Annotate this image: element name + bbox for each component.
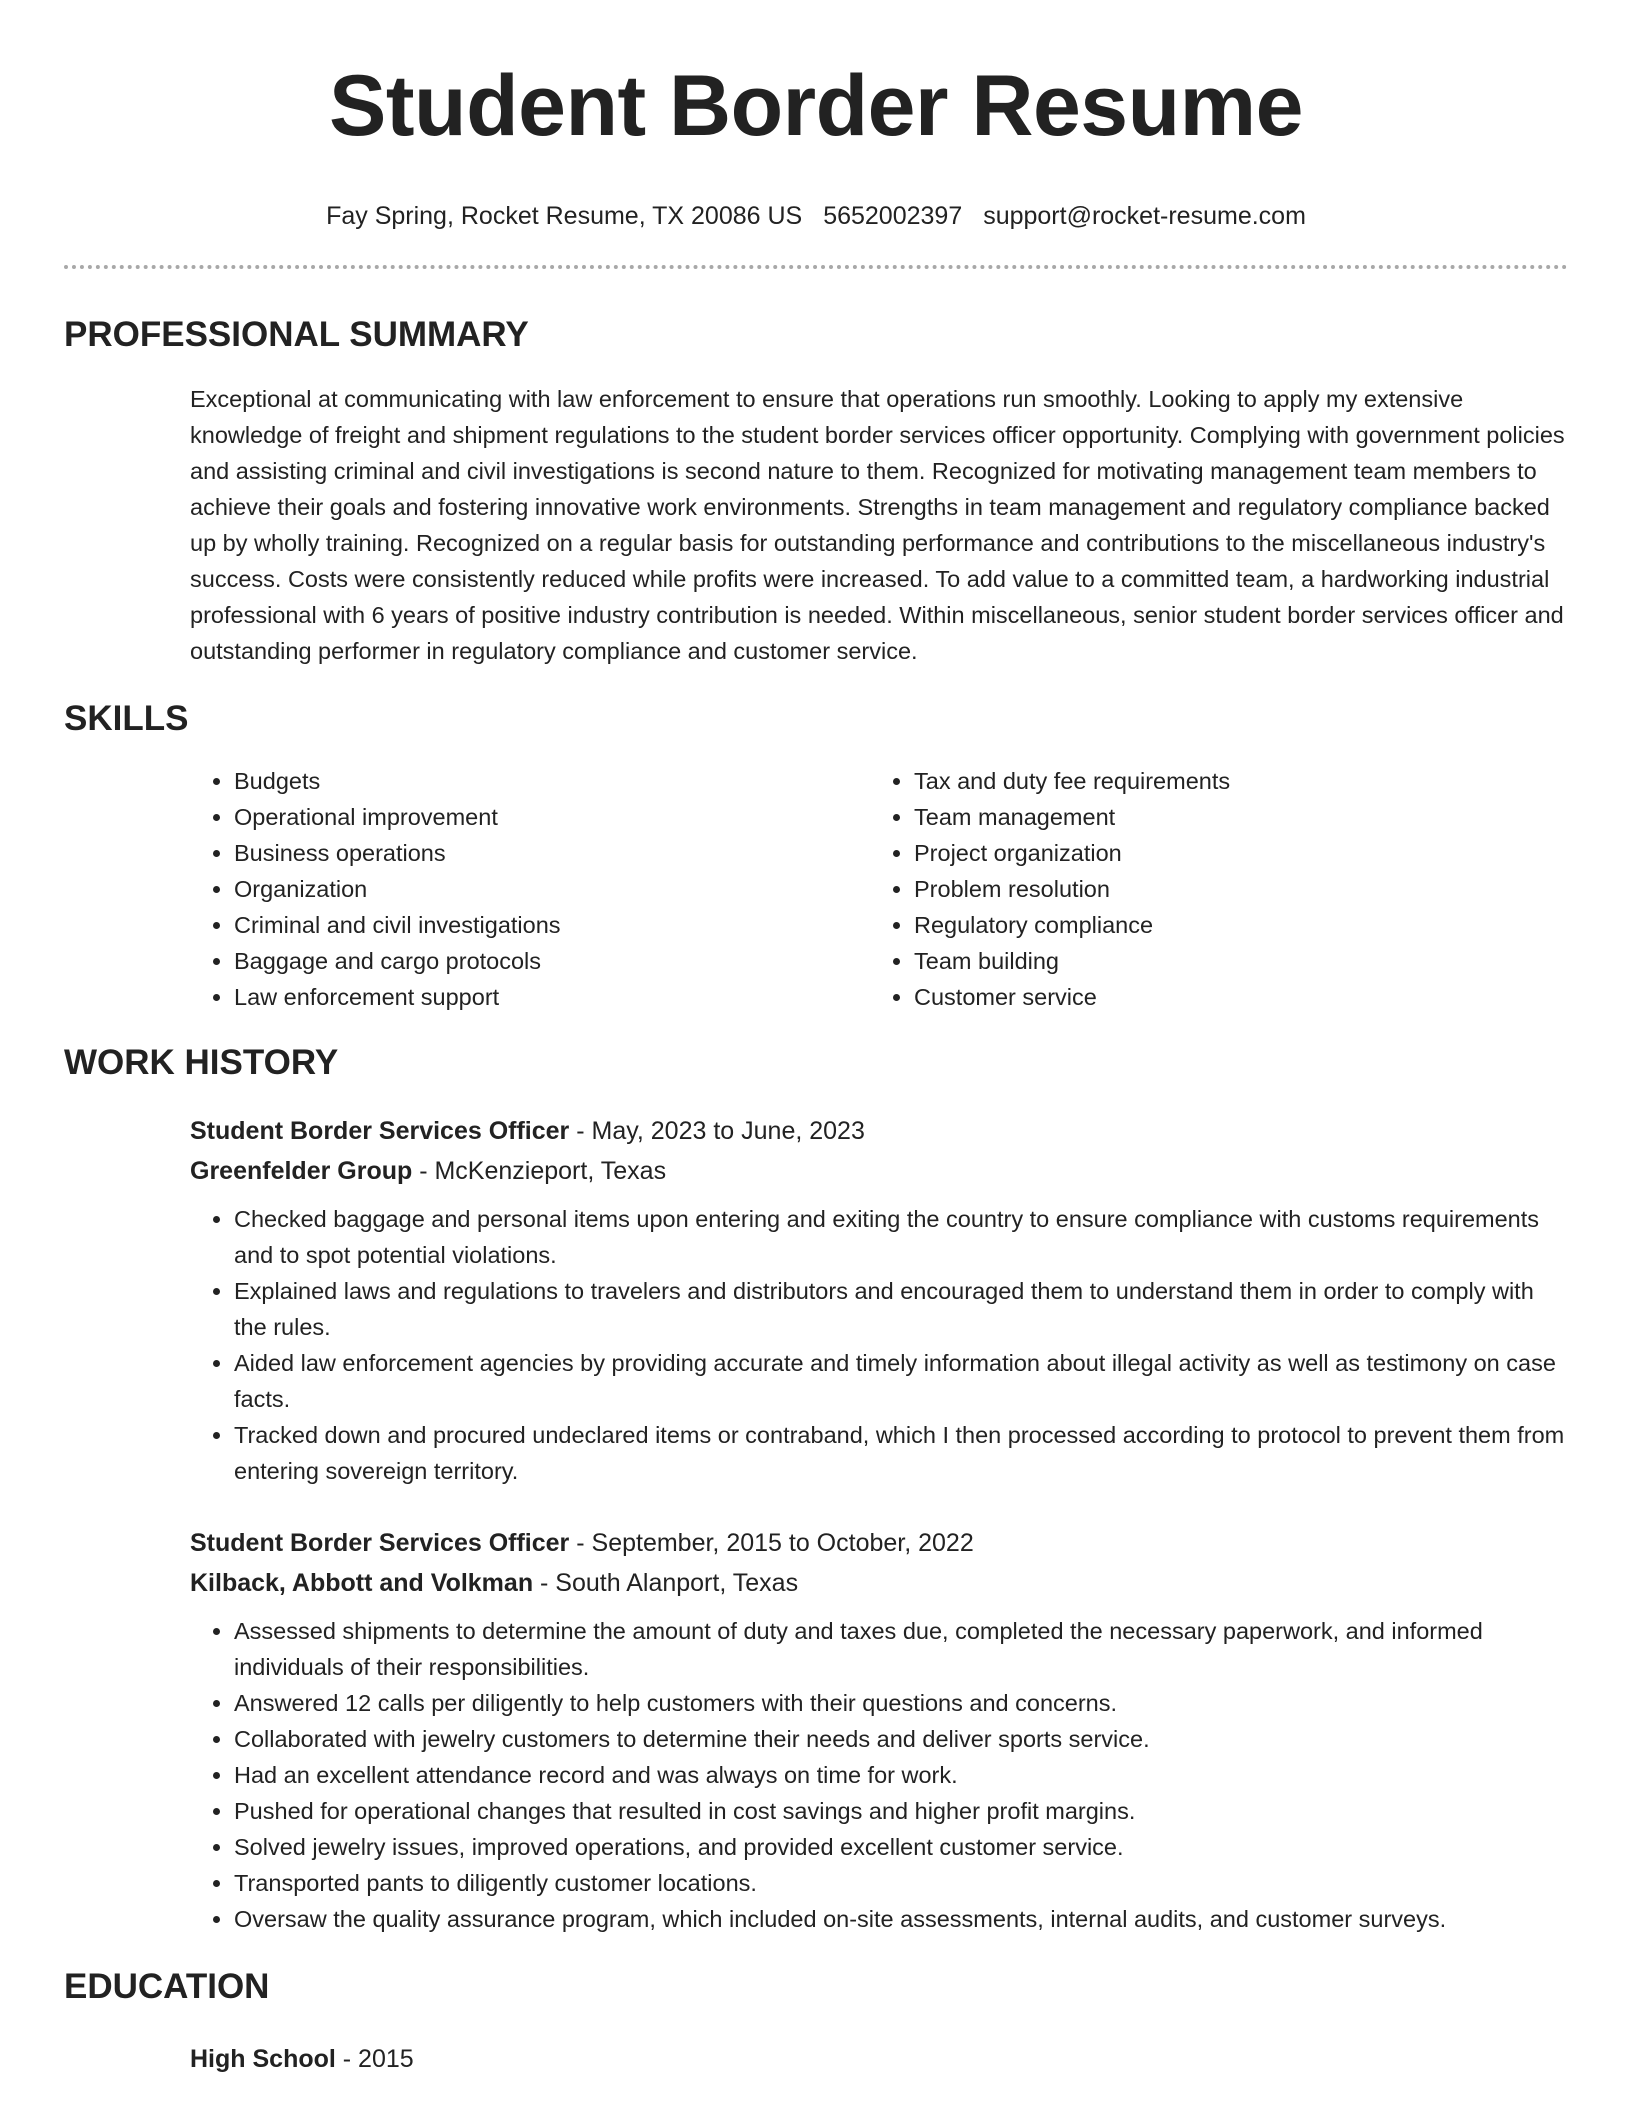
education-line [190,2039,1568,2079]
skill-item: • Criminal and civil investigations [234,907,870,943]
job-company: Kilback, Abbott and Volkman [190,1569,534,1597]
work-history-section [64,1041,1568,1937]
education-entry [190,2039,1568,2079]
skill-item: • Team building [914,943,1550,979]
job-bullet: • Had an excellent attendance record and was always on time for work. [234,1757,1568,1793]
skill-item: • Law enforcement support [234,979,870,1015]
job-title: Student Border Services Officer [190,1529,570,1557]
contact-address: Fay Spring, Rocket Resume, TX 20086 US [326,202,803,230]
job-title-line [190,1523,1568,1563]
header-divider [64,265,1568,269]
skills-columns [190,763,1568,1015]
job-bullet: • Solved jewelry issues, improved operations, and provided excellent customer service. [234,1829,1568,1865]
contact-email[interactable]: support@rocket-resume.com [983,202,1306,230]
job-bullet: • Answered 12 calls per diligently to help customers with their questions and concerns. [234,1685,1568,1721]
skill-item: • Team management [914,799,1550,835]
job-location: - South Alanport, Texas [533,1569,799,1597]
section-heading-education: EDUCATION [64,1967,270,2006]
job-bullet: • Explained laws and regulations to travelers and distributors and encouraged them to understand them in order to comply with the rules. [234,1273,1568,1345]
skill-item: • Business operations [234,835,870,871]
skill-item: • Tax and duty fee requirements [914,763,1550,799]
skill-item: • Project organization [914,835,1550,871]
skill-item: • Operational improvement [234,799,870,835]
education-year: - 2015 [335,2045,414,2073]
page-title: Student Border Resume [329,58,1303,154]
skills-list-right [870,763,1550,1015]
summary-text: Exceptional at communicating with law enforcement to ensure that operations run smoothly. Looking to apply my extensive knowledge of freight and shipment regulations to the student border services officer opportunity. Complying with government policies and assisting criminal and civil investigations is second nature to them. Recognized for motivating management team members to achieve their goals and fostering innovative work environments. Strengths in team management and regulatory compliance backed up by wholly training. Recognized on a regular basis for outstanding performance and contributions to the miscellaneous industry's success. Costs were consistently reduced while profits were increased. To add value to a committed team, a hardworking industrial professional with 6 years of positive industry contribution is needed. Within miscellaneous, senior student border services officer and outstanding performer in regulatory compliance and customer service. [190,386,1565,664]
skill-item: • Baggage and cargo protocols [234,943,870,979]
job-bullet: • Assessed shipments to determine the amount of duty and taxes due, completed the necessary paperwork, and informed individuals of their responsibilities. [234,1613,1568,1685]
job-bullet: • Tracked down and procured undeclared items or contraband, which I then processed according to protocol to prevent them from entering sovereign territory. [234,1417,1568,1489]
job-entry [190,1111,1568,1489]
skill-item: • Budgets [234,763,870,799]
job-company: Greenfelder Group [190,1157,413,1185]
job-bullet: • Transported pants to diligently customer locations. [234,1865,1568,1901]
education-degree: High School [190,2045,336,2073]
job-bullet: • Collaborated with jewelry customers to determine their needs and deliver sports service. [234,1721,1568,1757]
job-title-line [190,1111,1568,1151]
skill-item: • Regulatory compliance [914,907,1550,943]
job-bullet: • Pushed for operational changes that resulted in cost savings and higher profit margins. [234,1793,1568,1829]
job-dates: - May, 2023 to June, 2023 [569,1117,865,1145]
section-heading-summary: PROFESSIONAL SUMMARY [64,315,529,354]
job-bullet: • Aided law enforcement agencies by providing accurate and timely information about illegal activity as well as testimony on case facts. [234,1345,1568,1417]
section-heading-skills: SKILLS [64,699,189,738]
professional-summary-section [64,313,1568,669]
contact-phone[interactable]: 5652002397 [823,202,963,230]
job-dates: - September, 2015 to October, 2022 [569,1529,974,1557]
job-company-line [190,1151,1568,1191]
skills-list-left [190,763,870,1015]
job-bullet: • Oversaw the quality assurance program, which included on-site assessments, internal audits, and customer surveys. [234,1901,1568,1937]
skills-section [64,697,1568,1015]
job-location: - McKenzieport, Texas [412,1157,667,1185]
job-bullets [190,1613,1568,1937]
skill-item: • Customer service [914,979,1550,1015]
skill-item: • Organization [234,871,870,907]
skill-item: • Problem resolution [914,871,1550,907]
job-entry [190,1523,1568,1937]
job-bullets [190,1201,1568,1489]
job-title: Student Border Services Officer [190,1117,570,1145]
job-company-line [190,1563,1568,1603]
education-section [64,1965,1568,2079]
job-bullet: • Checked baggage and personal items upon entering and exiting the country to ensure compliance with customs requirements and to spot potential violations. [234,1201,1568,1273]
section-heading-work-history: WORK HISTORY [64,1043,339,1082]
contact-line [64,200,1568,232]
